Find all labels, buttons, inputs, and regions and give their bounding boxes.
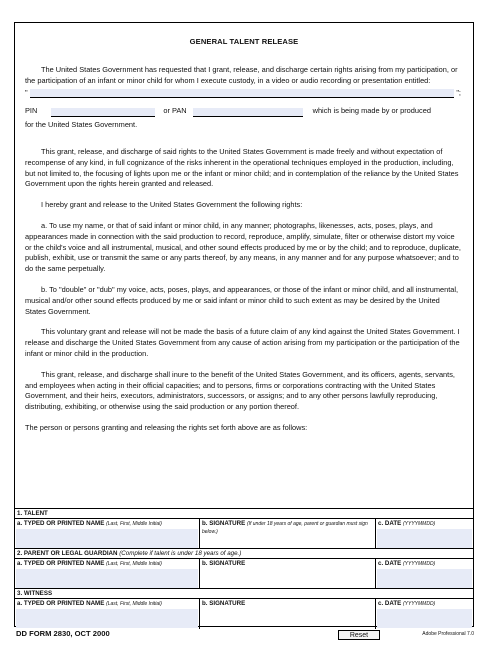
guardian-section-head: 2. PARENT OR LEGAL GUARDIAN (Complete if talent is under 18 years of age.) (15, 548, 473, 558)
talent-date-label: c. DATE (YYYYMMDD) (378, 520, 436, 527)
pan-input[interactable] (193, 108, 303, 117)
witness-row (15, 598, 473, 629)
intro-paragraph: The United States Government has requested that I grant, release, and discharge certain rights arising from my participation, or the participation of an infant or minor child for whom I execute custody, in a video or audio recording or presentation entitled: (25, 65, 458, 85)
form-id: DD FORM 2830, OCT 2000 (16, 629, 110, 638)
guardian-signature-label: b. SIGNATURE (202, 560, 246, 567)
pin-input[interactable] (51, 108, 155, 117)
witness-date-cell (376, 599, 473, 629)
talent-name-cell (15, 519, 200, 549)
reset-button[interactable]: Reset (338, 630, 380, 640)
talent-section-head: 1. TALENT (15, 508, 473, 518)
software-label: Adobe Professional 7.0 (422, 631, 474, 637)
guardian-date-label: c. DATE (YYYYMMDD) (378, 560, 436, 567)
witness-date-label: c. DATE (YYYYMMDD) (378, 600, 436, 607)
guardian-name-label: a. TYPED OR PRINTED NAME (Last, First, Middle Initial) (17, 560, 162, 567)
talent-name-label: a. TYPED OR PRINTED NAME (Last, First, Middle Initial) (17, 520, 162, 527)
talent-signature-label: b. SIGNATURE (If under 18 years of age, parent or guardian must sign below.) (202, 520, 368, 535)
pin-trailing-text-2: for the United States Government. (25, 120, 138, 130)
talent-name-input[interactable] (16, 529, 198, 548)
production-title-input[interactable] (30, 89, 455, 98)
form-page (14, 22, 474, 627)
talent-date-input[interactable] (377, 529, 472, 548)
pin-trailing-text: which is being made by or produced (312, 106, 431, 116)
witness-name-cell (15, 599, 200, 629)
witness-name-input[interactable] (16, 609, 198, 628)
witness-name-label: a. TYPED OR PRINTED NAME (Last, First, Middle Initial) (17, 600, 162, 607)
rights-b-paragraph: b. To "double" or "dub" my voice, acts, poses, plays, and appearances, or those of the infant or minor child, and all instrumental, musical and/or other sound effects produced by me or said infant or minor child to such extent as may be desired by the United States Government. (25, 284, 459, 316)
guardian-signature-cell (200, 559, 376, 589)
witness-signature-label: b. SIGNATURE (202, 600, 246, 607)
witness-date-input[interactable] (377, 609, 472, 628)
title-field-row (25, 88, 461, 99)
grant-paragraph: This grant, release, and discharge of said rights to the United States Government is made freely and without expectation of recompense of any kind, in full cognizance of the risks inherent in the operational techniques employed in the production, including, but not limited to, the focusing of lights upon me or the infant or minor child; and in contemplation of the reliance by the United States Government upon the rights herein granted and released. (25, 146, 459, 189)
or-pan-label: or PAN (163, 106, 187, 116)
talent-section (15, 508, 473, 549)
guardian-section (15, 548, 473, 589)
guardian-date-input[interactable] (377, 569, 472, 588)
guardian-name-cell (15, 559, 200, 589)
inure-paragraph: This grant, release, and discharge shall inure to the benefit of the United States Government, and its officers, agents, servants, and employees when acting in their official capacities; and to persons, firms or corporations contracting with the United States Government, and their heirs, executors, administrators, successors, or assigns; and to any other persons lawfully reproducing, distributing, exhibiting, or otherwise using the said production or any portion thereof. (25, 369, 455, 412)
hereby-paragraph: I hereby grant and release to the United States Government the following rights: (41, 200, 303, 210)
form-body (25, 65, 461, 444)
talent-signature-cell (200, 519, 376, 549)
persons-paragraph: The person or persons granting and releasing the rights set forth above are as follows: (25, 422, 308, 432)
talent-date-cell (376, 519, 473, 549)
guardian-name-input[interactable] (16, 569, 198, 588)
close-quote: "; (456, 87, 461, 97)
witness-section-head: 3. WITNESS (15, 588, 473, 598)
voluntary-paragraph: This voluntary grant and release will not be made the basis of a future claim of any kind against the United States Government. I release and discharge the United States Government from any cause of action arising from my participation or the participation of the infant or minor child in the production. (25, 327, 460, 358)
guardian-date-cell (376, 559, 473, 589)
witness-signature-cell (200, 599, 376, 629)
pin-row (25, 106, 461, 117)
talent-row (15, 518, 473, 549)
witness-section (15, 588, 473, 629)
guardian-row (15, 558, 473, 589)
pin-label: PIN (25, 106, 38, 116)
open-quote: " (25, 87, 28, 97)
rights-a-paragraph: a. To use my name, or that of said infant or minor child, in any manner; photographs, likenesses, acts, poses, plays, and appearances made in connection with the said production to record, reproduce, amplify, simulate, filter or otherwise distort my voice or the child's voice and all instrumental, musical, and other sound effects produced by me or by the child; and to reproduce, duplicate, publish, exhibit, use or transmit the same or any parts thereof, by any means, in any manner and for any purpose whatsoever; and to do the same perpetually. (25, 220, 461, 274)
form-title: GENERAL TALENT RELEASE (189, 37, 299, 46)
